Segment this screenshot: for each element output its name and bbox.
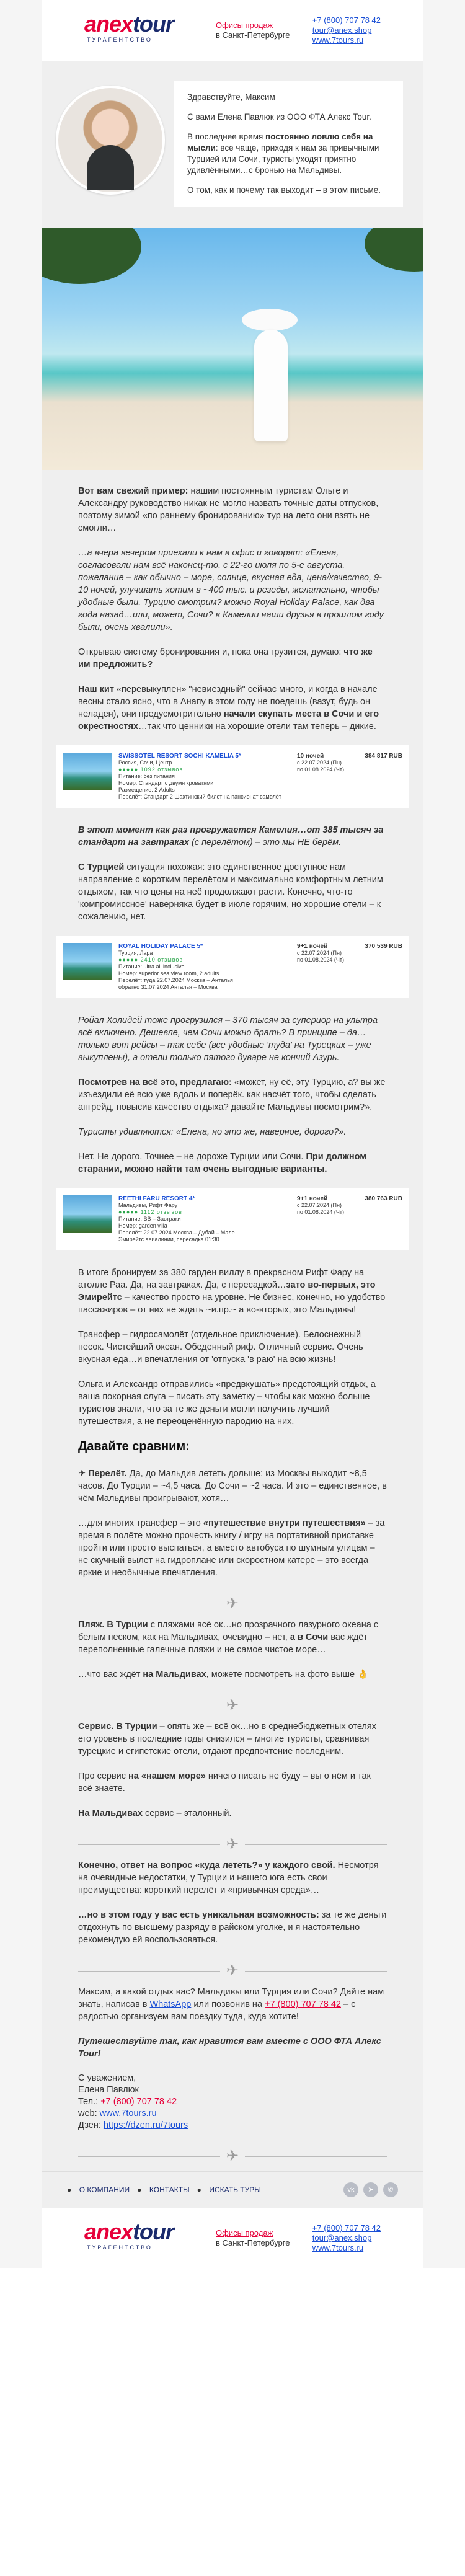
story-p3-a: Открываю систему бронирования и, пока она грузится, думаю: xyxy=(78,647,344,657)
hotel-name[interactable]: REETHI FARU RESORT 4* xyxy=(118,1195,195,1202)
offices-block-footer xyxy=(216,2228,290,2248)
cta-phone-link[interactable]: +7 (800) 707 78 42 xyxy=(265,1999,341,2009)
service-section xyxy=(42,1720,423,1820)
hotel-nights xyxy=(297,1195,347,1243)
offices-block xyxy=(216,20,290,40)
logo-subtitle: ТУРАГЕНТСТВО xyxy=(87,37,153,43)
compare-p9-b: за те же деньги отдохнуть по высшему разряду в райском уголке, и я настоятельно рекомендую ей воспользоваться. xyxy=(78,1910,387,1945)
anex-tour-logo[interactable] xyxy=(84,12,200,49)
vk-icon[interactable]: vk xyxy=(343,2182,358,2197)
hotel-name[interactable]: ROYAL HOLIDAY PALACE 5* xyxy=(118,943,203,950)
compare-p4-c: , можете посмотреть на фото выше xyxy=(206,1670,355,1680)
signature-web-label: web: xyxy=(78,2109,100,2118)
hotel-price: 380 763 RUB xyxy=(365,1195,402,1202)
story-p5-b: (с перелётом) – это мы НЕ берём. xyxy=(188,838,342,848)
footer-nav xyxy=(42,2171,423,2208)
hotel-line: Перелёт: туда 22.07.2024 Москва – Анталья xyxy=(118,977,233,983)
compare-p4-b: на Мальдивах xyxy=(143,1670,206,1680)
greeting-p2: О том, как и почему так выходит – в этом письме. xyxy=(187,185,381,195)
greeting-letter xyxy=(174,81,403,207)
compare-p2-c: – за время в полёте можно прочесть книгу / игру на портативной приставке пройти или просто выспаться, а вместо автобуса по шумным улицам – не скучный вылет на гидроплане или скоростном катере – это всегда яркие и необычные впечатления. xyxy=(78,1518,385,1578)
conclusion-section xyxy=(42,1859,423,1946)
logo-word: anex xyxy=(84,11,133,37)
telegram-icon[interactable]: ➤ xyxy=(363,2182,378,2197)
story-section-3 xyxy=(42,1014,423,1175)
story-p2: …а вчера вечером приехали к нам в офис и говорят: «Елена, согласовали нам всё наконец-то, с 22-го июля по 5-е августа. пожелание – как обычно – море, солнце, вкусная еда, цена/качество, 9-10 ночей, улучшать хотим в ~400 тыс. и резеды, желательно, чтобы удобные были. Турцию смотрим? можно Royal Holiday Palace, как два года назад…или, может, Сочи? в Камелии наши друзья в прошлом году были, очень хвалили». xyxy=(78,548,384,632)
signature-phone-link[interactable]: +7 (800) 707 78 42 xyxy=(100,2097,177,2107)
story-p8-a: Посмотрев на всё это, предлагаю: xyxy=(78,1078,232,1087)
compare-p4-a: …что вас ждёт xyxy=(78,1670,143,1680)
hotel-line: Питание: ultra all inclusive xyxy=(118,963,185,970)
section-divider xyxy=(78,2144,387,2169)
compare-p8-b: Несмотря на очевидные недостатки, у Турции и нашего юга есть свои преимущества: короткий перелёт и «привычная среда»… xyxy=(78,1861,379,1895)
hotel-rating: ●●●●● 1112 отзывов xyxy=(118,1209,182,1215)
contacts-block xyxy=(312,15,381,45)
hotel-line: Номер: Стандарт с двумя кроватями xyxy=(118,780,214,786)
story-p5 xyxy=(78,824,387,849)
compare-p4 xyxy=(78,1668,387,1681)
compare-p3-d: вас ждёт переполненные галечные пляжи и не самое чистое море… xyxy=(78,1632,368,1655)
story-p4-b: «перевыкуплен» "невиездный" сейчас много, и когда в начале весны стало ясно, что в Анапу в этом году не поедешь (вазут, будь он неладен), они предусмотрительно xyxy=(78,684,378,719)
story-p5-a: В этот момент как раз прогружается Камелия…от 385 тысяч за стандарт на завтраках xyxy=(78,825,384,848)
beach-section xyxy=(42,1619,423,1681)
palm-leaves xyxy=(42,228,141,284)
hotel-thumbnail xyxy=(63,943,112,980)
offices-link[interactable]: Офисы продаж xyxy=(216,2228,273,2237)
hotel-price: 384 817 RUB xyxy=(365,753,402,759)
section-divider xyxy=(78,1591,387,1616)
hotel-info xyxy=(118,1195,291,1243)
story-section-4 xyxy=(42,1267,423,1579)
hotel-location: Турция, Лара xyxy=(118,950,153,956)
email-footer xyxy=(42,2208,423,2268)
compare-p5-a: Сервис. В Турции xyxy=(78,1722,157,1732)
signature-dzen-label: Дзен: xyxy=(78,2120,104,2130)
hotel-rating: ●●●●● 1092 отзывов xyxy=(118,766,184,772)
compare-p9 xyxy=(78,1909,387,1946)
email-header xyxy=(42,0,423,61)
compare-p3 xyxy=(78,1619,387,1656)
signature-tel-label: Тел.: xyxy=(78,2097,101,2107)
story-p1 xyxy=(78,485,387,534)
story-p7: Ройал Холидей тоже прогрузился – 370 тысяч за супериор на ультра всё включено. Дешевле, чем Сочи можно брать? В принципе – да… только вот рейсы – так себе (все удобные 'туда' на Турецких – уже выкуплены), а отели только пятого дуваре не кончий Азурь. xyxy=(78,1016,378,1063)
palm-leaves-right xyxy=(365,228,423,272)
city-text: в Санкт-Петербурге xyxy=(216,2238,290,2247)
hotel-info xyxy=(118,753,291,800)
sun-hat xyxy=(242,309,298,331)
greeting-intro: С вами Елена Павлюк из ООО ФТА Алекс Тоur. xyxy=(187,112,371,122)
story-p11 xyxy=(78,1267,387,1316)
compare-p5 xyxy=(78,1720,387,1758)
email-link[interactable]: tour@anex.shop xyxy=(312,25,372,35)
signature-name: Елена Павлюк xyxy=(78,2085,139,2095)
story-p6-b: ситуация похожая: это единственное доступное нам направление с коротким перелётом и максимально комфортным летним отдыхом, так что цены на неё продолжают расти. Конечно, что-то 'компромиссное' наверняка будет в июле горячим, но хорошие отели – к сожалению, нет. xyxy=(78,862,383,922)
story-p3-b: что же им предложить? xyxy=(78,647,373,670)
hotel-dates: с 22.07.2024 (Пн) по 01.08.2024 (Чт) xyxy=(297,1202,345,1215)
story-p4-d: …так что ценники на хорошие отели там теперь – дикие. xyxy=(138,722,376,732)
greeting-p1-c: : все чаще, приходя к нам за привычными Турцией или Сочи, туристы уходят приятно удивлёнными…с бронью на Мальдивы. xyxy=(187,143,379,175)
ok-hand-icon: 👌 xyxy=(357,1670,369,1680)
hotel-nights-count: 9+1 ночей xyxy=(297,1195,328,1202)
hotel-line: Питание: без питания xyxy=(118,773,175,779)
airplane-icon: ✈ xyxy=(220,1696,245,1715)
compare-p2-b: «путешествие внутри путешествия» xyxy=(203,1518,366,1528)
compare-p7 xyxy=(78,1807,387,1820)
whatsapp-icon[interactable]: ✆ xyxy=(383,2182,398,2197)
story-p4 xyxy=(78,683,387,733)
hotel-line: Перелёт: 22.07.2024 Москва – Дубай – Мале xyxy=(118,1229,235,1236)
hotel-thumbnail xyxy=(63,753,112,790)
hotel-location: Мальдивы, Рифт Фару xyxy=(118,1202,178,1208)
story-p1-bold: Вот вам свежий пример: xyxy=(78,486,188,496)
compare-heading: Давайте сравним: xyxy=(78,1440,190,1453)
footer-bullet: ● xyxy=(67,2185,72,2194)
footer-bullet: ● xyxy=(137,2185,142,2194)
compare-p7-b: сервис – эталонный. xyxy=(142,1808,232,1818)
story-p10-a: Нет. Не дорого. Точнее – не дороже Турции или Сочи. xyxy=(78,1152,306,1162)
hotel-nights xyxy=(297,753,347,800)
story-p9: Туристы удивляются: «Елена, но это же, наверное, дорого?». xyxy=(78,1127,347,1137)
hotel-nights xyxy=(297,943,347,991)
logo-word-2: tour xyxy=(133,11,174,37)
logo-subtitle: ТУРАГЕНТСТВО xyxy=(87,2244,153,2251)
footer-contacts-link[interactable]: КОНТАКТЫ xyxy=(149,2185,190,2194)
whatsapp-link[interactable]: WhatsApp xyxy=(149,1999,192,2009)
airplane-icon: ✈ xyxy=(220,2146,245,2166)
signature-regards: С уважением, xyxy=(78,2073,136,2083)
hotel-line: Номер: garden villa xyxy=(118,1223,167,1229)
airplane-icon: ✈ xyxy=(220,1961,245,1981)
hotel-line: Номер: superior sea view room, 2 adults xyxy=(118,970,219,976)
story-p10 xyxy=(78,1151,387,1175)
story-p13: Ольга и Александр отправились «предвкушать» предстоящий отдых, а ваша покорная слуга – писать эту заметку – чтобы как можно больше туристов знали, что за те же деньги могли получить лучший путешествия, а не переоценённую пародию на них. xyxy=(78,1379,376,1427)
greeting-p1-b: постоянно ловлю себя на мысли xyxy=(187,132,373,153)
hotel-line: обратно 31.07.2024 Анталья – Москва xyxy=(118,984,218,990)
hotel-card[interactable] xyxy=(56,745,409,808)
story-p3 xyxy=(78,646,387,671)
hotel-nights-count: 9+1 ночей xyxy=(297,943,328,950)
logo-word: anex xyxy=(84,2219,133,2244)
greeting-p1 xyxy=(187,131,389,176)
section-divider xyxy=(78,1959,387,1983)
story-p11-c: – качество просто на уровне. Не бизнес, конечно, но удобство пассажиров – от них не ждать ~и.пр.~ а во-вторых, это Мальдивы! xyxy=(78,1293,386,1315)
anex-tour-logo-footer[interactable] xyxy=(84,2220,200,2257)
compare-p6-a: Про сервис xyxy=(78,1771,129,1781)
greeting-hello: Здравствуйте, Максим xyxy=(187,92,275,102)
greeting-block xyxy=(42,61,423,228)
story-p8-b: «может, ну её, эту Турцию, а? вы же изъездили её всю уже вдоль и поперёк. как насчёт того, чтобы сделать апгрейд, повысив качество отдыха? давайте Мальдивы посмотрим?». xyxy=(78,1078,386,1112)
hotel-info xyxy=(118,943,291,991)
greeting-p1-a: В последнее время xyxy=(187,132,266,141)
email-link[interactable]: tour@anex.shop xyxy=(312,2233,372,2242)
signature-dzen-link[interactable]: https://dzen.ru/7tours xyxy=(103,2120,188,2130)
story-p4-c: начали скупать места в Сочи и его окрестностях xyxy=(78,709,379,732)
compare-p6-c: ничего писать не буду – вы о нём и так всё знаете. xyxy=(78,1771,371,1794)
site-link[interactable]: www.7tours.ru xyxy=(312,2243,364,2252)
compare-p2 xyxy=(78,1517,387,1579)
contacts-block-footer xyxy=(312,2223,381,2253)
hotel-nights-count: 10 ночей xyxy=(297,753,324,759)
cta-text-a: Максим, а какой отдых вас? Мальдивы или Турция или Сочи? Дайте нам знать, написав в xyxy=(78,1987,384,2009)
compare-p3-a: Пляж. В Турции xyxy=(78,1620,148,1630)
footer-bullet: ● xyxy=(197,2185,202,2194)
story-p6 xyxy=(78,861,387,923)
compare-p1: ✈ Перелёт. Да, до Мальдив лететь дольше: из Москвы выходит ~8,5 часов. До Турции – ~4,5 часа. До Сочи – ~2 часа. И это – единственное, в чём Мальдивы проигрывают, хотя… xyxy=(78,1469,387,1503)
slogan xyxy=(78,2035,387,2060)
woman-figure xyxy=(242,309,298,445)
hero-beach-image xyxy=(42,228,423,470)
phone-link[interactable]: +7 (800) 707 78 42 xyxy=(312,2223,381,2233)
cta-section xyxy=(42,1986,423,2131)
compare-p2-a: …для многих трансфер – это xyxy=(78,1518,203,1528)
story-p6-a: С Турцией xyxy=(78,862,125,872)
compare-p5-b: – опять же – всё ок…но в среднебюджетных отелях его уровень в последние годы снизился – многие туристы, сравнивая турецкие и египетские отели, отдают предпочтение последним. xyxy=(78,1722,376,1756)
compare-p6 xyxy=(78,1770,387,1795)
cta-text-b: или позвонив на xyxy=(191,1999,265,2009)
compare-p6-b: на «нашем море» xyxy=(128,1771,206,1781)
hotel-dates: с 22.07.2024 (Пн) по 01.08.2024 (Чт) xyxy=(297,950,345,963)
hotel-line: Питание: BB – Завтраки xyxy=(118,1216,181,1222)
compare-p8-a: Конечно, ответ на вопрос «куда лететь?» у каждого свой. xyxy=(78,1861,335,1870)
story-p1-text: нашим постоянным туристам Ольге и Александру руководство никак не могло назвать точные даты отпусков, поэтому зимой «по раннему бронированию» тур на лето они взять не смогли… xyxy=(78,486,379,533)
hotel-price: 370 539 RUB xyxy=(365,943,402,950)
city-text: в Санкт-Петербурге xyxy=(216,30,290,40)
email-container xyxy=(42,0,423,2268)
story-p12: Трансфер – гидросамолёт (отдельное приключение). Белоснежный песок. Чистейший океан. Обеденный риф. Отличный сервис. Очень вкусная еда…и впечатления от 'отпуска 'в раю' на всю жизнь! xyxy=(78,1330,363,1365)
white-dress xyxy=(254,330,288,441)
airplane-icon: ✈ xyxy=(220,1594,245,1614)
compare-p1-bold: Перелёт. xyxy=(88,1469,127,1479)
story-p8 xyxy=(78,1076,387,1113)
hotel-card[interactable] xyxy=(56,1188,409,1250)
compare-p3-c: а в Сочи xyxy=(290,1632,329,1642)
site-link[interactable]: www.7tours.ru xyxy=(312,35,364,45)
compare-p3-b: с пляжами всё ок…но прозрачного лазурного океана с белым песком, как на Мальдивах, очевидно – нет, xyxy=(78,1620,379,1642)
cta-text xyxy=(78,1986,387,2023)
section-divider xyxy=(78,1693,387,1718)
compare-p7-a: На Мальдивах xyxy=(78,1808,143,1818)
compare-p8 xyxy=(78,1859,387,1897)
footer-about-link[interactable]: О КОМПАНИИ xyxy=(79,2185,130,2194)
phone-link[interactable]: +7 (800) 707 78 42 xyxy=(312,15,381,25)
compare-p9-a: …но в этом году у вас есть уникальная возможность: xyxy=(78,1910,319,1920)
story-p10-b: При должном старании, можно найти там очень выгодные варианты. xyxy=(78,1152,367,1174)
compare-p1-text: Да, до Мальдив лететь дольше: из Москвы выходит ~8,5 часов. До Турции – ~4,5 часа. До Сочи – ~2 часа. И это – единственное, в чём Мальдивы проигрывают, хотя… xyxy=(78,1469,387,1503)
story-section-2 xyxy=(42,824,423,923)
slogan-text: Путешествуйте так, как нравится вам вместе с ООО ФТА Алекс Тоur! xyxy=(78,2037,381,2059)
hotel-card[interactable] xyxy=(56,936,409,998)
story-p11-a: В итоге бронируем за 380 гарден виллу в прекрасном Рифт Фару на атолле Раа. Да, на завтраках. Да, с пересадкой… xyxy=(78,1268,365,1290)
logo-word-2: tour xyxy=(133,2219,174,2244)
hotel-name[interactable]: SWISSOTEL RESORT SOCHI KAMELIA 5* xyxy=(118,753,241,759)
cta-text-c: – с радостью организуем вам поездку туда, куда хотите! xyxy=(78,1999,356,2022)
manager-avatar xyxy=(56,86,165,195)
story-p4-a: Наш кит xyxy=(78,684,114,694)
hotel-rating: ●●●●● 2410 отзывов xyxy=(118,957,184,963)
offices-link[interactable]: Офисы продаж xyxy=(216,20,273,30)
section-divider xyxy=(78,1832,387,1857)
airplane-icon: ✈ xyxy=(220,1835,245,1854)
hotel-line: Размещение: 2 Adults xyxy=(118,787,175,793)
hotel-location: Россия, Сочи, Центр xyxy=(118,759,172,766)
hotel-line: Перелёт: Стандарт 2 Шахтинский билет на пансионат самолёт xyxy=(118,794,281,800)
signature-web-link[interactable]: www.7tours.ru xyxy=(99,2109,157,2118)
story-section xyxy=(42,485,423,733)
social-icons xyxy=(339,2182,398,2197)
hotel-thumbnail xyxy=(63,1195,112,1233)
footer-search-link[interactable]: ИСКАТЬ ТУРЫ xyxy=(209,2185,261,2194)
hotel-dates: с 22.07.2024 (Пн) по 01.08.2024 (Чт) xyxy=(297,759,345,772)
signature xyxy=(78,2073,387,2131)
story-p11-b: зато во-первых, это Эмирейтс xyxy=(78,1280,376,1303)
hotel-line: Эмирейтс авиалинии, пересадка 01:30 xyxy=(118,1236,219,1242)
